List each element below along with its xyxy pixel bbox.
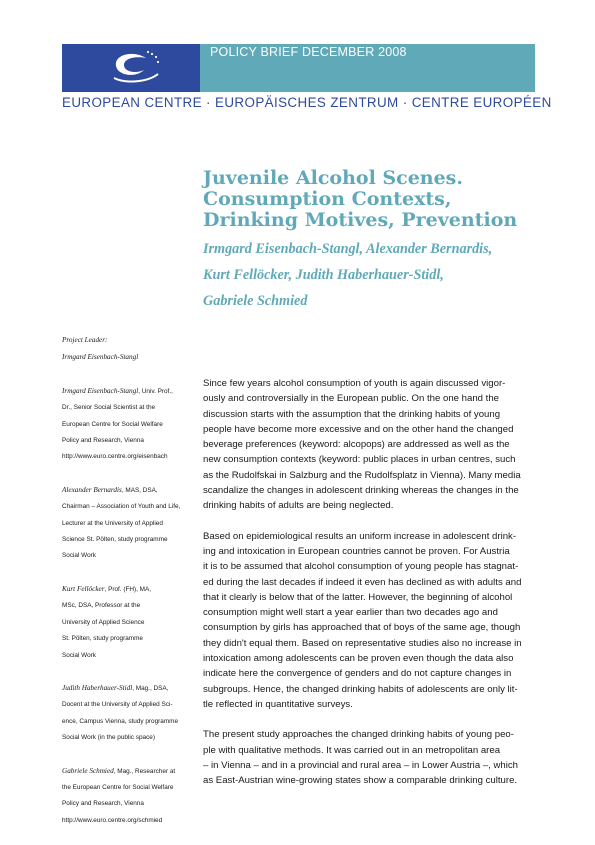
author-line: Irmgard Eisenbach-Stangl, Alexander Bernardis, (203, 241, 493, 257)
text-line: it is to be assumed that alcohol consumption of young people has stagnat- (203, 561, 519, 573)
author-bio-line: Docent at the University of Applied Sci- (62, 701, 173, 709)
author-bio-name: Gabriele Schmied (62, 766, 114, 775)
paragraph-epidemiology (203, 529, 535, 713)
author-bio (62, 763, 197, 830)
author-bio-line: , Mag., DSA, (132, 684, 169, 692)
author-bio-line: ence, Campus Vienna, study programme (62, 717, 179, 725)
policy-brief-banner (200, 44, 535, 92)
author-sidebar (62, 332, 197, 845)
swirl-stars-logo-icon (106, 48, 166, 88)
author-bio-line: Policy and Research, Vienna (62, 437, 144, 445)
author-bio-line: , Univ. Prof., (138, 387, 173, 395)
author-bio-line: Dr., Senior Social Scientist at the (62, 404, 156, 412)
text-line: as the Rudolfskai in Salzburg and the Rudolfsplatz in Vienna). Many media (203, 469, 521, 481)
author-bio (62, 383, 197, 466)
text-line: subgroups. Hence, the changed drinking habits of adolescents are only lit- (203, 683, 518, 695)
author-bio-line: Lecturer at the University of Applied (62, 519, 163, 527)
author-bio-line: Social Work (62, 552, 96, 560)
title-line: Consumption Contexts, (203, 188, 452, 210)
author-bio-line: Chairman – Association of Youth and Life, (62, 503, 181, 511)
text-line: new consumption contexts (keyword: public places in urban centres, such (203, 454, 516, 466)
text-line: indicate here the convergence of genders and do not capture changes in (203, 668, 512, 680)
author-bio-name: Kurt Fellöcker (62, 584, 105, 593)
text-line: ing and intoxication in European countries cannot be proven. For Austria (203, 545, 510, 557)
author-bio (62, 680, 197, 747)
project-leader-name: Irmgard Eisenbach-Stangl (62, 353, 139, 362)
title-line: Juvenile Alcohol Scenes. (203, 167, 463, 189)
main-body-text (203, 376, 535, 803)
author-list (203, 236, 543, 314)
author-bio-line: the European Centre for Social Welfare (62, 783, 174, 791)
author-bio-name: Judith Haberhauer-Stidl (62, 683, 133, 692)
author-bio (62, 581, 197, 664)
project-leader-label: Project Leader: (62, 336, 108, 344)
text-line: Since few years alcohol consumption of youth is again discussed vigor- (203, 378, 506, 389)
author-bio-line: European Centre for Social Welfare (62, 420, 163, 428)
text-line: consumption might well start a year earlier than two decades ago and (203, 607, 498, 619)
project-leader (62, 332, 197, 367)
text-line: that it clearly is below that of the latter. However, the beginning of alcohol (203, 591, 513, 603)
text-line: discussion starts with the assumption that the drinking habits of young (203, 408, 501, 420)
text-line: Based on epidemiological results an uniform increase in adolescent drink- (203, 530, 517, 542)
title-line: Drinking Motives, Prevention (203, 209, 518, 231)
document-title (203, 168, 543, 231)
author-bio-line: University of Applied Science (62, 618, 145, 626)
author-bio-line: Social Work (in the public space) (62, 734, 155, 742)
author-bio-name: Irmgard Eisenbach-Stangl (62, 386, 139, 395)
author-bio-line: MSc, DSA, Professor at the (62, 602, 141, 610)
author-bio-line: , Mag., Researcher at (113, 767, 176, 775)
text-line: – in Vienna – and in a provincial and rural area – in Lower Austria –, which (203, 759, 519, 771)
text-line: they didn't equal them. Based on representative studies also no increase in (203, 637, 522, 649)
author-bio-line: St. Pölten, study programme (62, 635, 143, 643)
author-bio-line: , Prof. (FH), MA, (104, 585, 152, 593)
author-bio-link[interactable]: http://www.euro.centre.org/schmied (62, 816, 163, 824)
author-bio (62, 482, 197, 565)
text-line: The present study approaches the changed drinking habits of young peo- (203, 729, 514, 741)
author-bio-name: Alexander Bernardis (62, 485, 122, 494)
author-bio-link[interactable]: http://www.euro.centre.org/eisenbach (62, 453, 168, 461)
author-bio-line: Social Work (62, 651, 96, 659)
text-line: ed during the last decades if indeed it even has declined as with adults and (203, 576, 522, 588)
text-line: tle reflected in quantitative surveys. (203, 698, 353, 710)
paragraph-intro (203, 376, 535, 514)
author-bio-line: , MAS, DSA, (121, 486, 158, 494)
author-line: Kurt Fellöcker, Judith Haberhauer-Stidl, (203, 267, 444, 283)
author-bio-line: Policy and Research, Vienna (62, 800, 144, 808)
banner-title: POLICY BRIEF DECEMBER 2008 (210, 45, 407, 59)
text-line: intoxication among adolescents can be proven even though the data also (203, 653, 514, 665)
text-line: consumption by girls has approached that of boys of the same age, though (203, 622, 521, 634)
paragraph-study (203, 727, 535, 788)
logo-box (62, 44, 200, 92)
text-line: ously and controversially in the European public. On the one hand the (203, 393, 500, 405)
text-line: as East-Austrian wine-growing states show a comparable drinking culture. (203, 775, 518, 787)
text-line: beverage preferences (keyword: alcopops) are addressed as well as the (203, 439, 510, 451)
text-line: scandalize the changes in adolescent drinking whereas the changes in the (203, 485, 519, 497)
text-line: people have become more excessive and on the other hand the changed (203, 423, 514, 435)
text-line: ple with qualitative methods. It was carried out in an metropolitan area (203, 744, 501, 756)
centre-name: EUROPEAN CENTRE · EUROPÄISCHES ZENTRUM · CENTRE EUROPÉEN (62, 95, 552, 110)
author-bio-line: Science St. Pölten, study programme (62, 536, 168, 544)
author-line: Gabriele Schmied (203, 293, 308, 309)
text-line: drinking habits of adults are being neglected. (203, 500, 394, 512)
